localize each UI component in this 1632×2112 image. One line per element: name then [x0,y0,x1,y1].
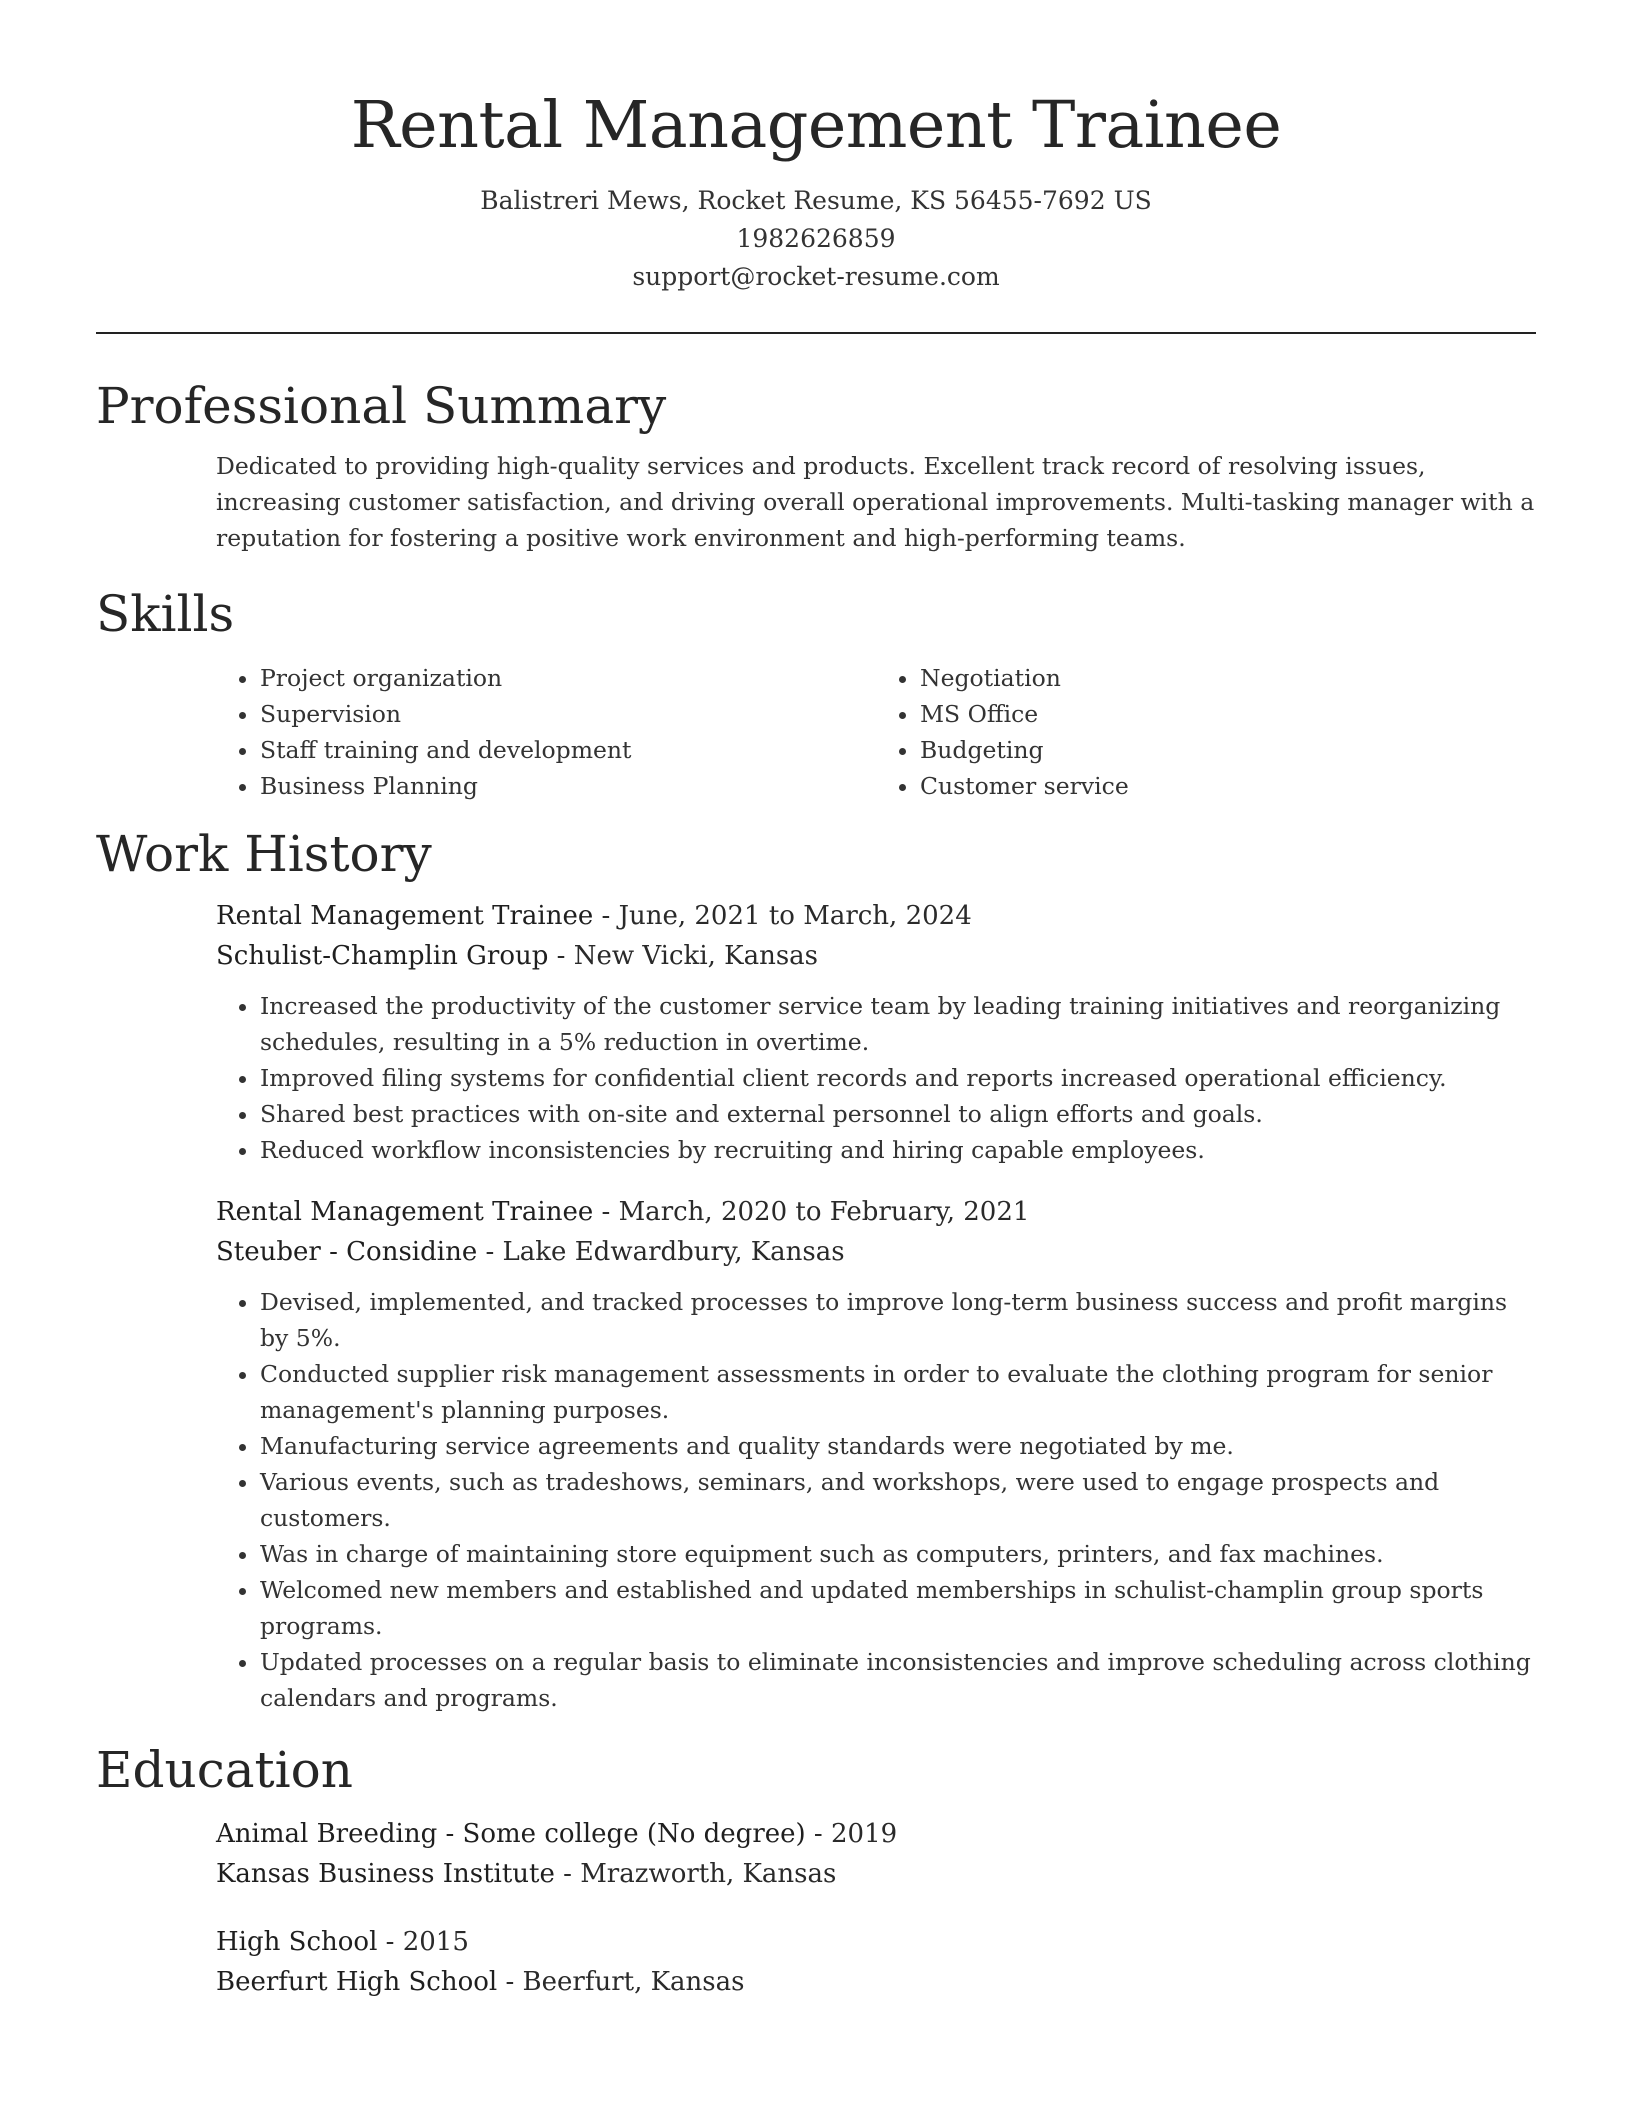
job-dates: - June, 2021 to March, 2024 [593,901,972,931]
skill-item: • Supervision [260,696,876,732]
job-bullet: • Various events, such as tradeshows, seminars, and workshops, were used to engage prospects and customers. [260,1464,1536,1536]
education-heading: Education [96,1741,353,1799]
contact-email: support@rocket-resume.com [632,262,1000,291]
skill-item: • Customer service [920,768,1536,804]
contact-address: Balistreri Mews, Rocket Resume, KS 56455-7692 US [480,186,1152,215]
education-year: - 2015 [377,1927,469,1957]
resume-page [96,0,1536,2002]
candidate-name: Rental Management Trainee [350,88,1282,163]
job-bullet: • Manufacturing service agreements and quality standards were negotiated by me. [260,1428,1536,1464]
job-bullet: • Reduced workflow inconsistencies by recruiting and hiring capable employees. [260,1132,1536,1168]
job-bullet: • Devised, implemented, and tracked processes to improve long-term business success and profit margins by 5%. [260,1284,1536,1356]
job-company: Steuber - Considine [216,1237,478,1267]
job-company: Schulist-Champlin Group [216,941,549,971]
skills-heading: Skills [96,585,235,643]
skill-item: • Negotiation [920,660,1536,696]
summary-text: Dedicated to providing high-quality services and products. Excellent track record of resolving issues, increasing customer satisfaction, and driving overall operational improvements. Multi-tasking manager with a reputation for fostering a positive work environment and high-performing teams. [216,452,1535,552]
job-bullet: • Conducted supplier risk management assessments in order to evaluate the clothing program for senior management's planning purposes. [260,1356,1536,1428]
education-school: Kansas Business Institute [216,1859,555,1889]
education-school-line [216,1962,1536,2002]
education-entry [216,1814,1536,1894]
job-bullet: • Shared best practices with on-site and external personnel to align efforts and goals. [260,1096,1536,1132]
skill-item: • Project organization [260,660,876,696]
education-year: - 2019 [805,1819,898,1849]
resume-header [96,0,1536,296]
job-bullet: • Was in charge of maintaining store equipment such as computers, printers, and fax machines. [260,1536,1536,1572]
education-location: - Mrazworth, Kansas [554,1859,837,1889]
header-divider [96,332,1536,334]
summary-heading: Professional Summary [96,377,667,435]
job-company-line [216,936,1536,976]
job-entry [216,1192,1536,1716]
skills-column-left [216,660,876,804]
job-entry [216,896,1536,1168]
skill-item: • MS Office [920,696,1536,732]
job-company-line [216,1232,1536,1272]
education-school-line [216,1854,1536,1894]
job-title: Rental Management Trainee [216,901,594,931]
job-bullet: • Increased the productivity of the customer service team by leading training initiatives and reorganizing schedules, resulting in a 5% reduction in overtime. [260,988,1536,1060]
education-school: Beerfurt High School [216,1967,498,1997]
job-bullet: • Welcomed new members and established and updated memberships in schulist-champlin group sports programs. [260,1572,1536,1644]
job-bullet: • Improved filing systems for confidential client records and reports increased operational efficiency. [260,1060,1536,1096]
work-history-heading: Work History [96,825,432,883]
skills-list [216,660,1536,804]
job-title-line [216,1192,1536,1232]
job-title-line [216,896,1536,936]
education-location: - Beerfurt, Kansas [497,1967,745,1997]
job-bullets [216,1284,1536,1716]
education-degree-line [216,1922,1536,1962]
job-dates: - March, 2020 to February, 2021 [593,1197,1030,1227]
skills-column-right [876,660,1536,804]
job-title: Rental Management Trainee [216,1197,594,1227]
job-location: - Lake Edwardbury, Kansas [477,1237,845,1267]
skill-item: • Budgeting [920,732,1536,768]
skill-item: • Business Planning [260,768,876,804]
job-bullets [216,988,1536,1168]
education-degree: High School [216,1927,378,1957]
job-location: - New Vicki, Kansas [548,941,819,971]
contact-phone: 1982626859 [736,224,896,253]
education-degree-line [216,1814,1536,1854]
skill-item: • Staff training and development [260,732,876,768]
education-degree: Animal Breeding - Some college (No degree) [216,1819,806,1849]
job-bullet: • Updated processes on a regular basis to eliminate inconsistencies and improve scheduling across clothing calendars and programs. [260,1644,1536,1716]
education-entry [216,1922,1536,2002]
